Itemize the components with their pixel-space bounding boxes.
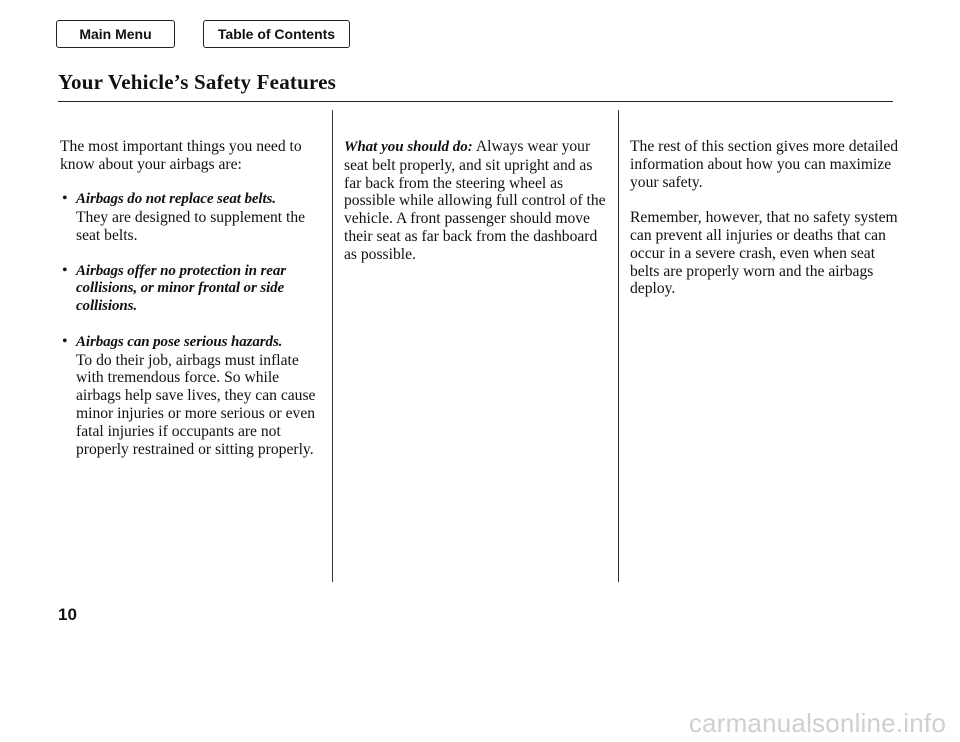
bullet-item [60, 263, 322, 316]
bullet-heading: Airbags can pose serious hazards. [76, 333, 283, 350]
bullet-item [60, 191, 322, 244]
bullet-heading: Airbags offer no protection in rear collisions, or minor frontal or side collisions. [76, 262, 286, 315]
bullet-text: To do their job, airbags must inflate with tremendous force. So while airbags help save lives, they can cause minor injuries or more serious or even fatal injuries if occupants are not properly restrained or sitting properly. [76, 351, 316, 458]
column-summary [630, 138, 900, 298]
bullet-text: They are designed to supplement the seat belts. [76, 209, 306, 244]
bullet-item [60, 334, 322, 459]
column-divider [618, 110, 619, 582]
summary-paragraph-2: Remember, however, that no safety system can prevent all injuries or deaths that can occur in a severe crash, even when seat belts are properly worn and the airbags deploy. [630, 209, 898, 298]
what-to-do-text: Always wear your seat belt properly, and sit upright and as far back from the steering wheel as possible while allowing full control of the vehicle. A front passenger should move their seat as far back from the dashboard as possible. [344, 138, 606, 263]
column-divider [332, 110, 333, 582]
main-menu-button[interactable]: Main Menu [56, 20, 175, 48]
bullet-dot-icon: • [62, 190, 68, 208]
table-of-contents-button[interactable]: Table of Contents [203, 20, 350, 48]
column-what-to-do [344, 138, 606, 264]
column-airbag-facts [60, 138, 322, 458]
page-number: 10 [58, 605, 77, 624]
what-to-do-paragraph [344, 138, 606, 264]
bullet-dot-icon: • [62, 261, 68, 279]
bullet-heading: Airbags do not replace seat belts. [76, 191, 276, 208]
bullet-dot-icon: • [62, 332, 68, 350]
summary-paragraph-1: The rest of this section gives more detailed information about how you can maximize your safety. [630, 138, 899, 191]
page-title: Your Vehicle’s Safety Features [58, 70, 337, 94]
title-divider [58, 101, 893, 102]
what-to-do-heading: What you should do: [344, 139, 473, 155]
watermark-text: carmanualsonline.info [688, 708, 946, 738]
intro-paragraph: The most important things you need to know about your airbags are: [60, 138, 302, 173]
